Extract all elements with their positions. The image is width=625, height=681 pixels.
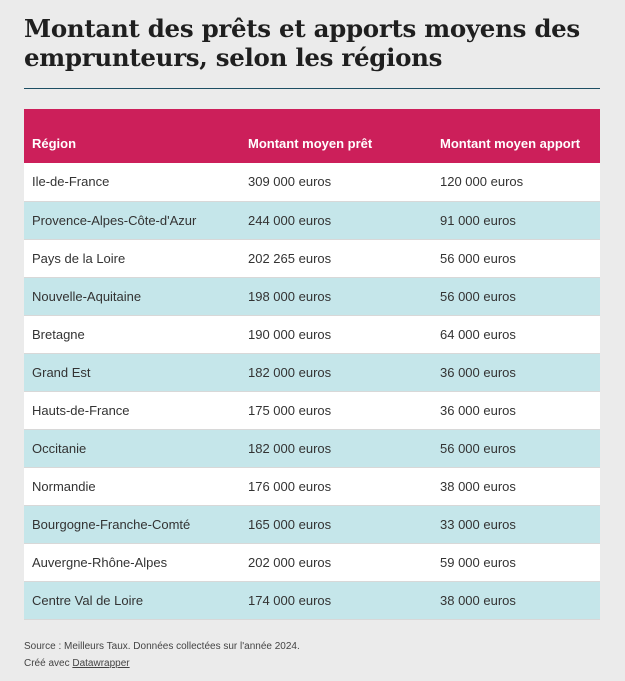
credit-prefix: Créé avec bbox=[24, 658, 73, 669]
title-divider bbox=[24, 88, 600, 89]
table-row bbox=[24, 163, 600, 201]
cell-region: Provence-Alpes-Côte-d'Azur bbox=[24, 201, 240, 239]
cell-contribution: 120 000 euros bbox=[432, 163, 600, 201]
table-row bbox=[24, 467, 600, 505]
title-line-1: Montant des prêts et apports moyens des bbox=[24, 14, 580, 43]
credit-line bbox=[24, 655, 300, 672]
cell-region: Auvergne-Rhône-Alpes bbox=[24, 543, 240, 581]
cell-contribution: 91 000 euros bbox=[432, 201, 600, 239]
cell-region: Nouvelle-Aquitaine bbox=[24, 277, 240, 315]
cell-region: Normandie bbox=[24, 467, 240, 505]
source-note: Source : Meilleurs Taux. Données collectées sur l'année 2024. bbox=[24, 641, 300, 652]
cell-loan: 176 000 euros bbox=[240, 467, 432, 505]
cell-contribution: 36 000 euros bbox=[432, 353, 600, 391]
cell-contribution: 38 000 euros bbox=[432, 467, 600, 505]
data-table bbox=[24, 109, 600, 620]
table-row bbox=[24, 201, 600, 239]
table-body bbox=[24, 163, 600, 619]
cell-loan: 174 000 euros bbox=[240, 581, 432, 619]
table-row bbox=[24, 353, 600, 391]
cell-loan: 182 000 euros bbox=[240, 429, 432, 467]
title-line-2: emprunteurs, selon les régions bbox=[24, 43, 443, 72]
cell-region: Bourgogne-Franche-Comté bbox=[24, 505, 240, 543]
cell-region: Occitanie bbox=[24, 429, 240, 467]
column-header-region[interactable]: Région bbox=[32, 136, 77, 151]
cell-region: Grand Est bbox=[24, 353, 240, 391]
cell-contribution: 36 000 euros bbox=[432, 391, 600, 429]
cell-region: Hauts-de-France bbox=[24, 391, 240, 429]
table-row bbox=[24, 505, 600, 543]
cell-loan: 165 000 euros bbox=[240, 505, 432, 543]
cell-loan: 202 265 euros bbox=[240, 239, 432, 277]
cell-loan: 198 000 euros bbox=[240, 277, 432, 315]
table-row bbox=[24, 543, 600, 581]
cell-contribution: 38 000 euros bbox=[432, 581, 600, 619]
table-row bbox=[24, 277, 600, 315]
cell-contribution: 33 000 euros bbox=[432, 505, 600, 543]
cell-loan: 175 000 euros bbox=[240, 391, 432, 429]
cell-region: Bretagne bbox=[24, 315, 240, 353]
cell-loan: 202 000 euros bbox=[240, 543, 432, 581]
table-row bbox=[24, 239, 600, 277]
cell-region: Pays de la Loire bbox=[24, 239, 240, 277]
cell-contribution: 64 000 euros bbox=[432, 315, 600, 353]
cell-loan: 309 000 euros bbox=[240, 163, 432, 201]
cell-contribution: 59 000 euros bbox=[432, 543, 600, 581]
table-row bbox=[24, 315, 600, 353]
cell-loan: 244 000 euros bbox=[240, 201, 432, 239]
datawrapper-link[interactable]: Datawrapper bbox=[72, 658, 130, 669]
cell-contribution: 56 000 euros bbox=[432, 239, 600, 277]
cell-contribution: 56 000 euros bbox=[432, 277, 600, 315]
cell-loan: 190 000 euros bbox=[240, 315, 432, 353]
header-row bbox=[24, 109, 600, 163]
table-row bbox=[24, 391, 600, 429]
footer bbox=[24, 638, 300, 672]
cell-contribution: 56 000 euros bbox=[432, 429, 600, 467]
column-header-loan[interactable]: Montant moyen prêt bbox=[248, 136, 373, 151]
cell-loan: 182 000 euros bbox=[240, 353, 432, 391]
cell-region: Centre Val de Loire bbox=[24, 581, 240, 619]
column-header-contribution[interactable]: Montant moyen apport bbox=[440, 136, 581, 151]
table-row bbox=[24, 581, 600, 619]
table-row bbox=[24, 429, 600, 467]
cell-region: Ile-de-France bbox=[24, 163, 240, 201]
page-title bbox=[24, 0, 601, 72]
table-header bbox=[24, 109, 600, 163]
